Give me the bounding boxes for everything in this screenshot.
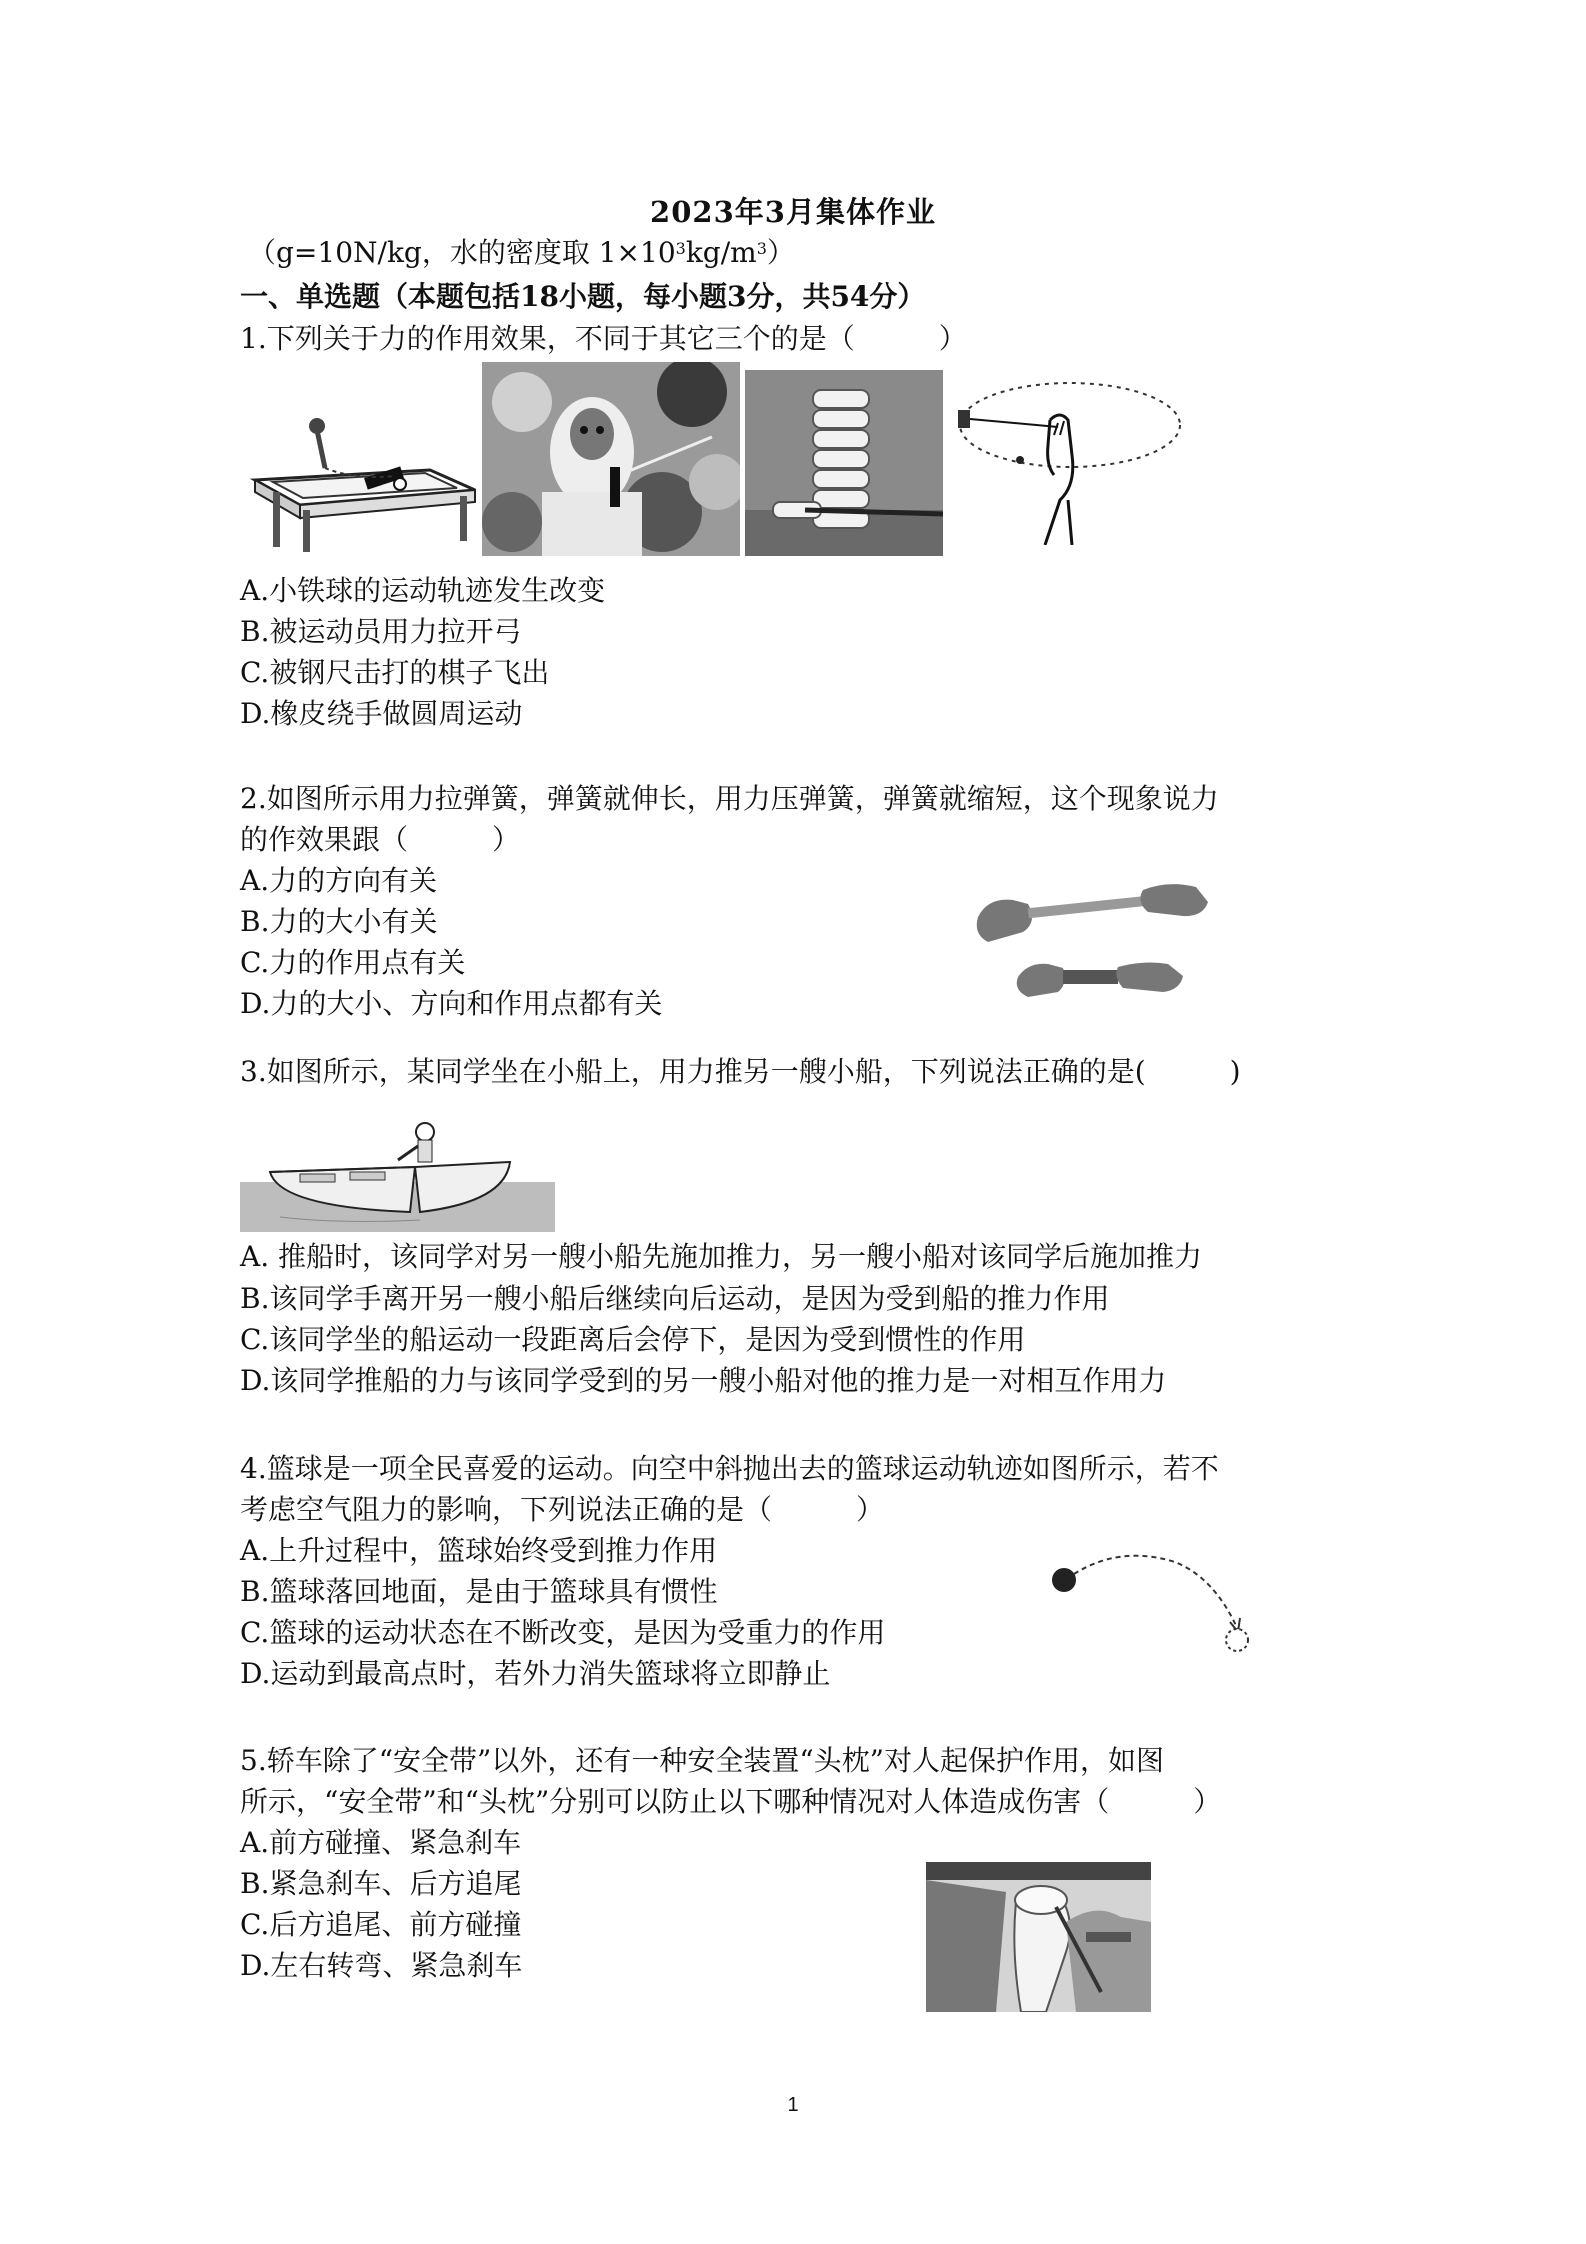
- q1-option-b: B.被运动员用力拉开弓: [240, 615, 522, 648]
- question-2-stem-line2: 的作效果跟（ ）: [240, 823, 521, 856]
- question-3-stem: 3.如图所示，某同学坐在小船上，用力推另一艘小船，下列说法正确的是( ): [240, 1055, 1241, 1088]
- page-title: 2023年3月集体作业: [650, 195, 936, 229]
- q3-figure-boats: [240, 1112, 555, 1232]
- q4-option-c: C.篮球的运动状态在不断改变，是因为受重力的作用: [240, 1616, 886, 1649]
- q4-option-a: A.上升过程中，篮球始终受到推力作用: [240, 1534, 718, 1567]
- q3-option-d: D.该同学推船的力与该同学受到的另一艘小船对他的推力是一对相互作用力: [240, 1364, 1167, 1397]
- question-5-stem-line2: 所示，“安全带”和“头枕”分别可以防止以下哪种情况对人体造成伤害（ ）: [240, 1785, 1222, 1818]
- q1-figure-table-ball: [245, 410, 480, 555]
- question-2-stem-line1: 2.如图所示用力拉弹簧，弹簧就伸长，用力压弹簧，弹簧就缩短，这个现象说力: [240, 782, 1219, 815]
- q1-figure-chess-pieces: [745, 370, 943, 556]
- q4-option-b: B.篮球落回地面，是由于篮球具有惯性: [240, 1575, 718, 1608]
- q2-option-c: C.力的作用点有关: [240, 946, 466, 979]
- q1-option-a: A.小铁球的运动轨迹发生改变: [240, 574, 606, 607]
- q5-option-c: C.后方追尾、前方碰撞: [240, 1908, 522, 1941]
- q4-option-d: D.运动到最高点时，若外力消失篮球将立即静止: [240, 1657, 831, 1690]
- q3-option-b: B.该同学手离开另一艘小船后继续向后运动，是因为受到船的推力作用: [240, 1282, 1110, 1315]
- q2-option-d: D.力的大小、方向和作用点都有关: [240, 987, 663, 1020]
- constants-note: （g=10N/kg，水的密度取 $1\times 10^3kg/m^3$）: [248, 236, 795, 269]
- page-number: 1: [787, 2094, 799, 2116]
- question-5-stem-line1: 5.轿车除了“安全带”以外，还有一种安全装置“头枕”对人起保护作用，如图: [240, 1744, 1164, 1777]
- q2-option-b: B.力的大小有关: [240, 905, 438, 938]
- question-1-stem: 1.下列关于力的作用效果，不同于其它三个的是（ ）: [240, 322, 967, 355]
- q1-figure-archer: [482, 362, 740, 556]
- q5-figure-car-headrest: [926, 1862, 1151, 2012]
- q2-option-a: A.力的方向有关: [240, 864, 438, 897]
- question-4-stem-line2: 考虑空气阻力的影响，下列说法正确的是（ ）: [240, 1493, 885, 1526]
- q5-option-d: D.左右转弯、紧急刹车: [240, 1949, 523, 1982]
- q3-option-c: C.该同学坐的船运动一段距离后会停下，是因为受到惯性的作用: [240, 1323, 1026, 1356]
- q1-option-d: D.橡皮绕手做圆周运动: [240, 697, 523, 730]
- q4-figure-basketball-trajectory: [1040, 1550, 1260, 1655]
- q5-option-b: B.紧急刹车、后方追尾: [240, 1867, 522, 1900]
- q1-option-c: C.被钢尺击打的棋子飞出: [240, 656, 550, 689]
- question-4-stem-line1: 4.篮球是一项全民喜爱的运动。向空中斜抛出去的篮球运动轨迹如图所示，若不: [240, 1452, 1219, 1485]
- q2-figure-springs: [968, 872, 1218, 1007]
- q1-figure-eraser-circle: [950, 365, 1185, 545]
- q3-option-a: A. 推船时，该同学对另一艘小船先施加推力，另一艘小船对该同学后施加推力: [240, 1240, 1203, 1273]
- section-heading: 一、单选题（本题包括18小题，每小题3分，共54分）: [240, 280, 926, 313]
- q5-option-a: A.前方碰撞、紧急刹车: [240, 1826, 522, 1859]
